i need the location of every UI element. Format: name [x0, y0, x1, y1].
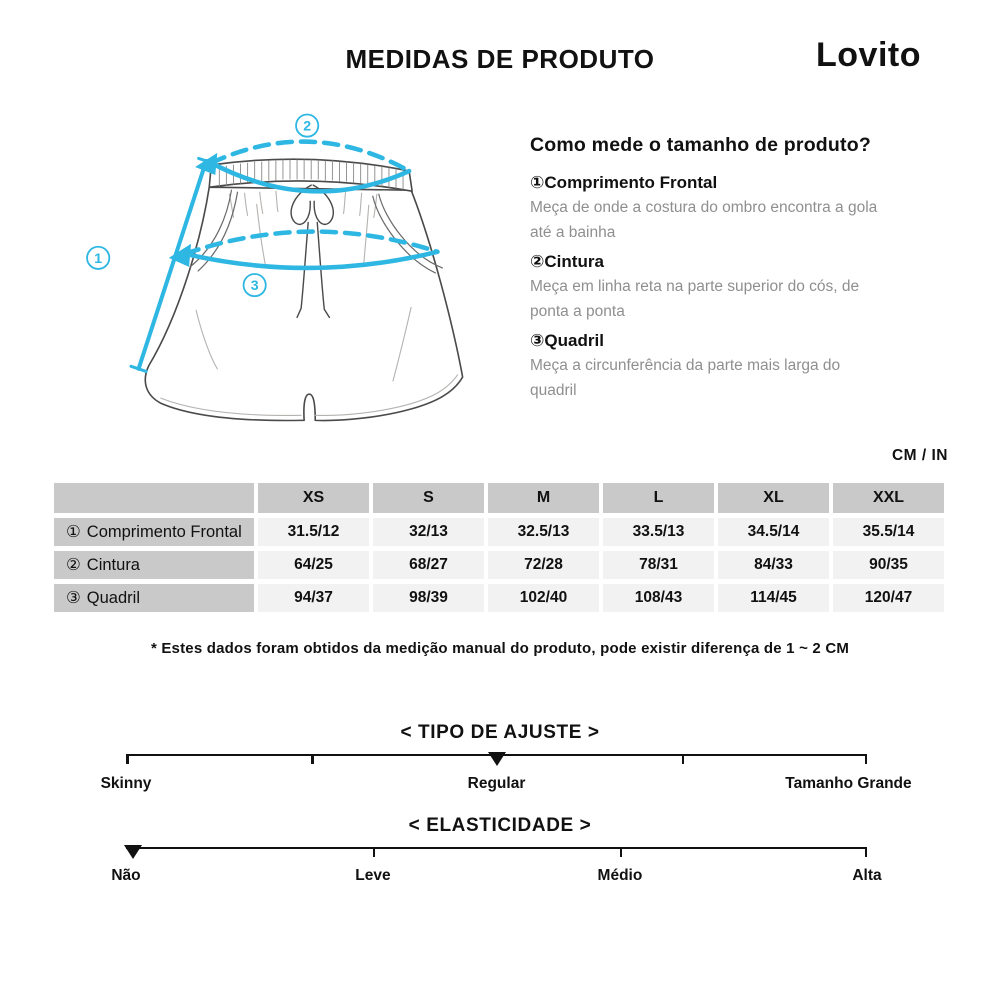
brand-logo: Lovito: [816, 36, 921, 74]
guide-item-label: ①Comprimento Frontal: [530, 173, 718, 192]
guide-item-number: ③: [530, 331, 545, 350]
guide-item-desc: Meça em linha reta na parte superior do cós, de ponta a ponta: [530, 278, 860, 320]
scale-end-cap: [126, 756, 129, 764]
elasticity-label-medio: Médio: [597, 867, 643, 884]
row-number-icon: ①: [66, 523, 81, 541]
elasticity-scale-labels: [111, 867, 882, 887]
callout-1-number: 1: [94, 249, 103, 266]
size-value-cell: 120/47: [833, 584, 944, 612]
guide-item-label: ③Quadril: [530, 331, 604, 350]
row-number-icon: ③: [66, 589, 81, 607]
unit-label: CM / IN: [891, 447, 948, 464]
fit-label-oversize: Tamanho Grande: [785, 775, 912, 792]
callout-2-number: 2: [303, 117, 312, 134]
page-title: MEDIDAS DE PRODUTO: [345, 44, 655, 74]
guide-item-number: ②: [530, 252, 545, 271]
guide-item-number: ①: [530, 173, 545, 192]
size-value-cell: 32.5/13: [488, 518, 599, 546]
size-value-cell: 108/43: [603, 584, 714, 612]
measure-guide: [530, 134, 922, 408]
row-label: ① Comprimento Frontal: [54, 518, 254, 546]
callout-3-number: 3: [250, 277, 259, 294]
fit-label-regular: Regular: [467, 775, 526, 792]
row-number-icon: ②: [66, 556, 81, 574]
elasticity-label-alta: Alta: [852, 867, 882, 884]
row-label: ③ Quadril: [54, 584, 254, 612]
table-corner-cell: [54, 483, 254, 513]
elasticity-label-nao: Não: [111, 867, 141, 884]
scale-end-cap: [865, 756, 868, 764]
fit-scale-line: [126, 754, 867, 766]
size-col-header: XS: [258, 483, 369, 513]
size-value-cell: 98/39: [373, 584, 484, 612]
elasticity-marker-icon: [124, 845, 142, 859]
elasticity-label-leve: Leve: [355, 867, 391, 884]
table-row: [54, 551, 944, 579]
size-value-cell: 31.5/12: [258, 518, 369, 546]
fit-label-skinny: Skinny: [100, 775, 152, 792]
size-value-cell: 34.5/14: [718, 518, 829, 546]
scale-tick: [682, 756, 685, 764]
size-value-cell: 84/33: [718, 551, 829, 579]
guide-item-desc: Meça a circunferência da parte mais larga do quadril: [530, 357, 841, 399]
fit-marker-icon: [488, 752, 506, 766]
size-col-header: S: [373, 483, 484, 513]
footnote: * Estes dados foram obtidos da medição manual do produto, pode existir diferença de 1 ~ 2 CM: [150, 640, 850, 657]
size-value-cell: 102/40: [488, 584, 599, 612]
scale-tick: [620, 849, 623, 857]
guide-item-label: ②Cintura: [530, 252, 604, 271]
size-col-header: XL: [718, 483, 829, 513]
size-value-cell: 64/25: [258, 551, 369, 579]
size-value-cell: 72/28: [488, 551, 599, 579]
size-table: [50, 478, 948, 617]
elasticity-scale-title: < ELASTICIDADE >: [408, 815, 592, 836]
guide-item-desc: Meça de onde a costura do ombro encontra a gola até a bainha: [530, 199, 878, 241]
table-row: [54, 518, 944, 546]
size-value-cell: 114/45: [718, 584, 829, 612]
size-value-cell: 35.5/14: [833, 518, 944, 546]
size-value-cell: 90/35: [833, 551, 944, 579]
fit-scale-title: < TIPO DE AJUSTE >: [400, 722, 600, 743]
size-col-header: L: [603, 483, 714, 513]
shorts-diagram: [78, 108, 502, 442]
scale-tick: [373, 849, 376, 857]
fit-scale-labels: [100, 775, 912, 795]
size-value-cell: 32/13: [373, 518, 484, 546]
table-row: [54, 584, 944, 612]
measure-guide-heading: Como mede o tamanho de produto?: [530, 134, 871, 156]
size-table-header-row: [54, 483, 944, 513]
size-value-cell: 68/27: [373, 551, 484, 579]
size-col-header: M: [488, 483, 599, 513]
scale-end-cap: [865, 849, 868, 857]
size-col-header: XXL: [833, 483, 944, 513]
size-value-cell: 94/37: [258, 584, 369, 612]
row-label: ② Cintura: [54, 551, 254, 579]
size-value-cell: 33.5/13: [603, 518, 714, 546]
scale-tick: [311, 756, 314, 764]
waist-arrowhead-icon: [195, 153, 217, 175]
size-value-cell: 78/31: [603, 551, 714, 579]
elasticity-scale-line: [126, 847, 867, 859]
